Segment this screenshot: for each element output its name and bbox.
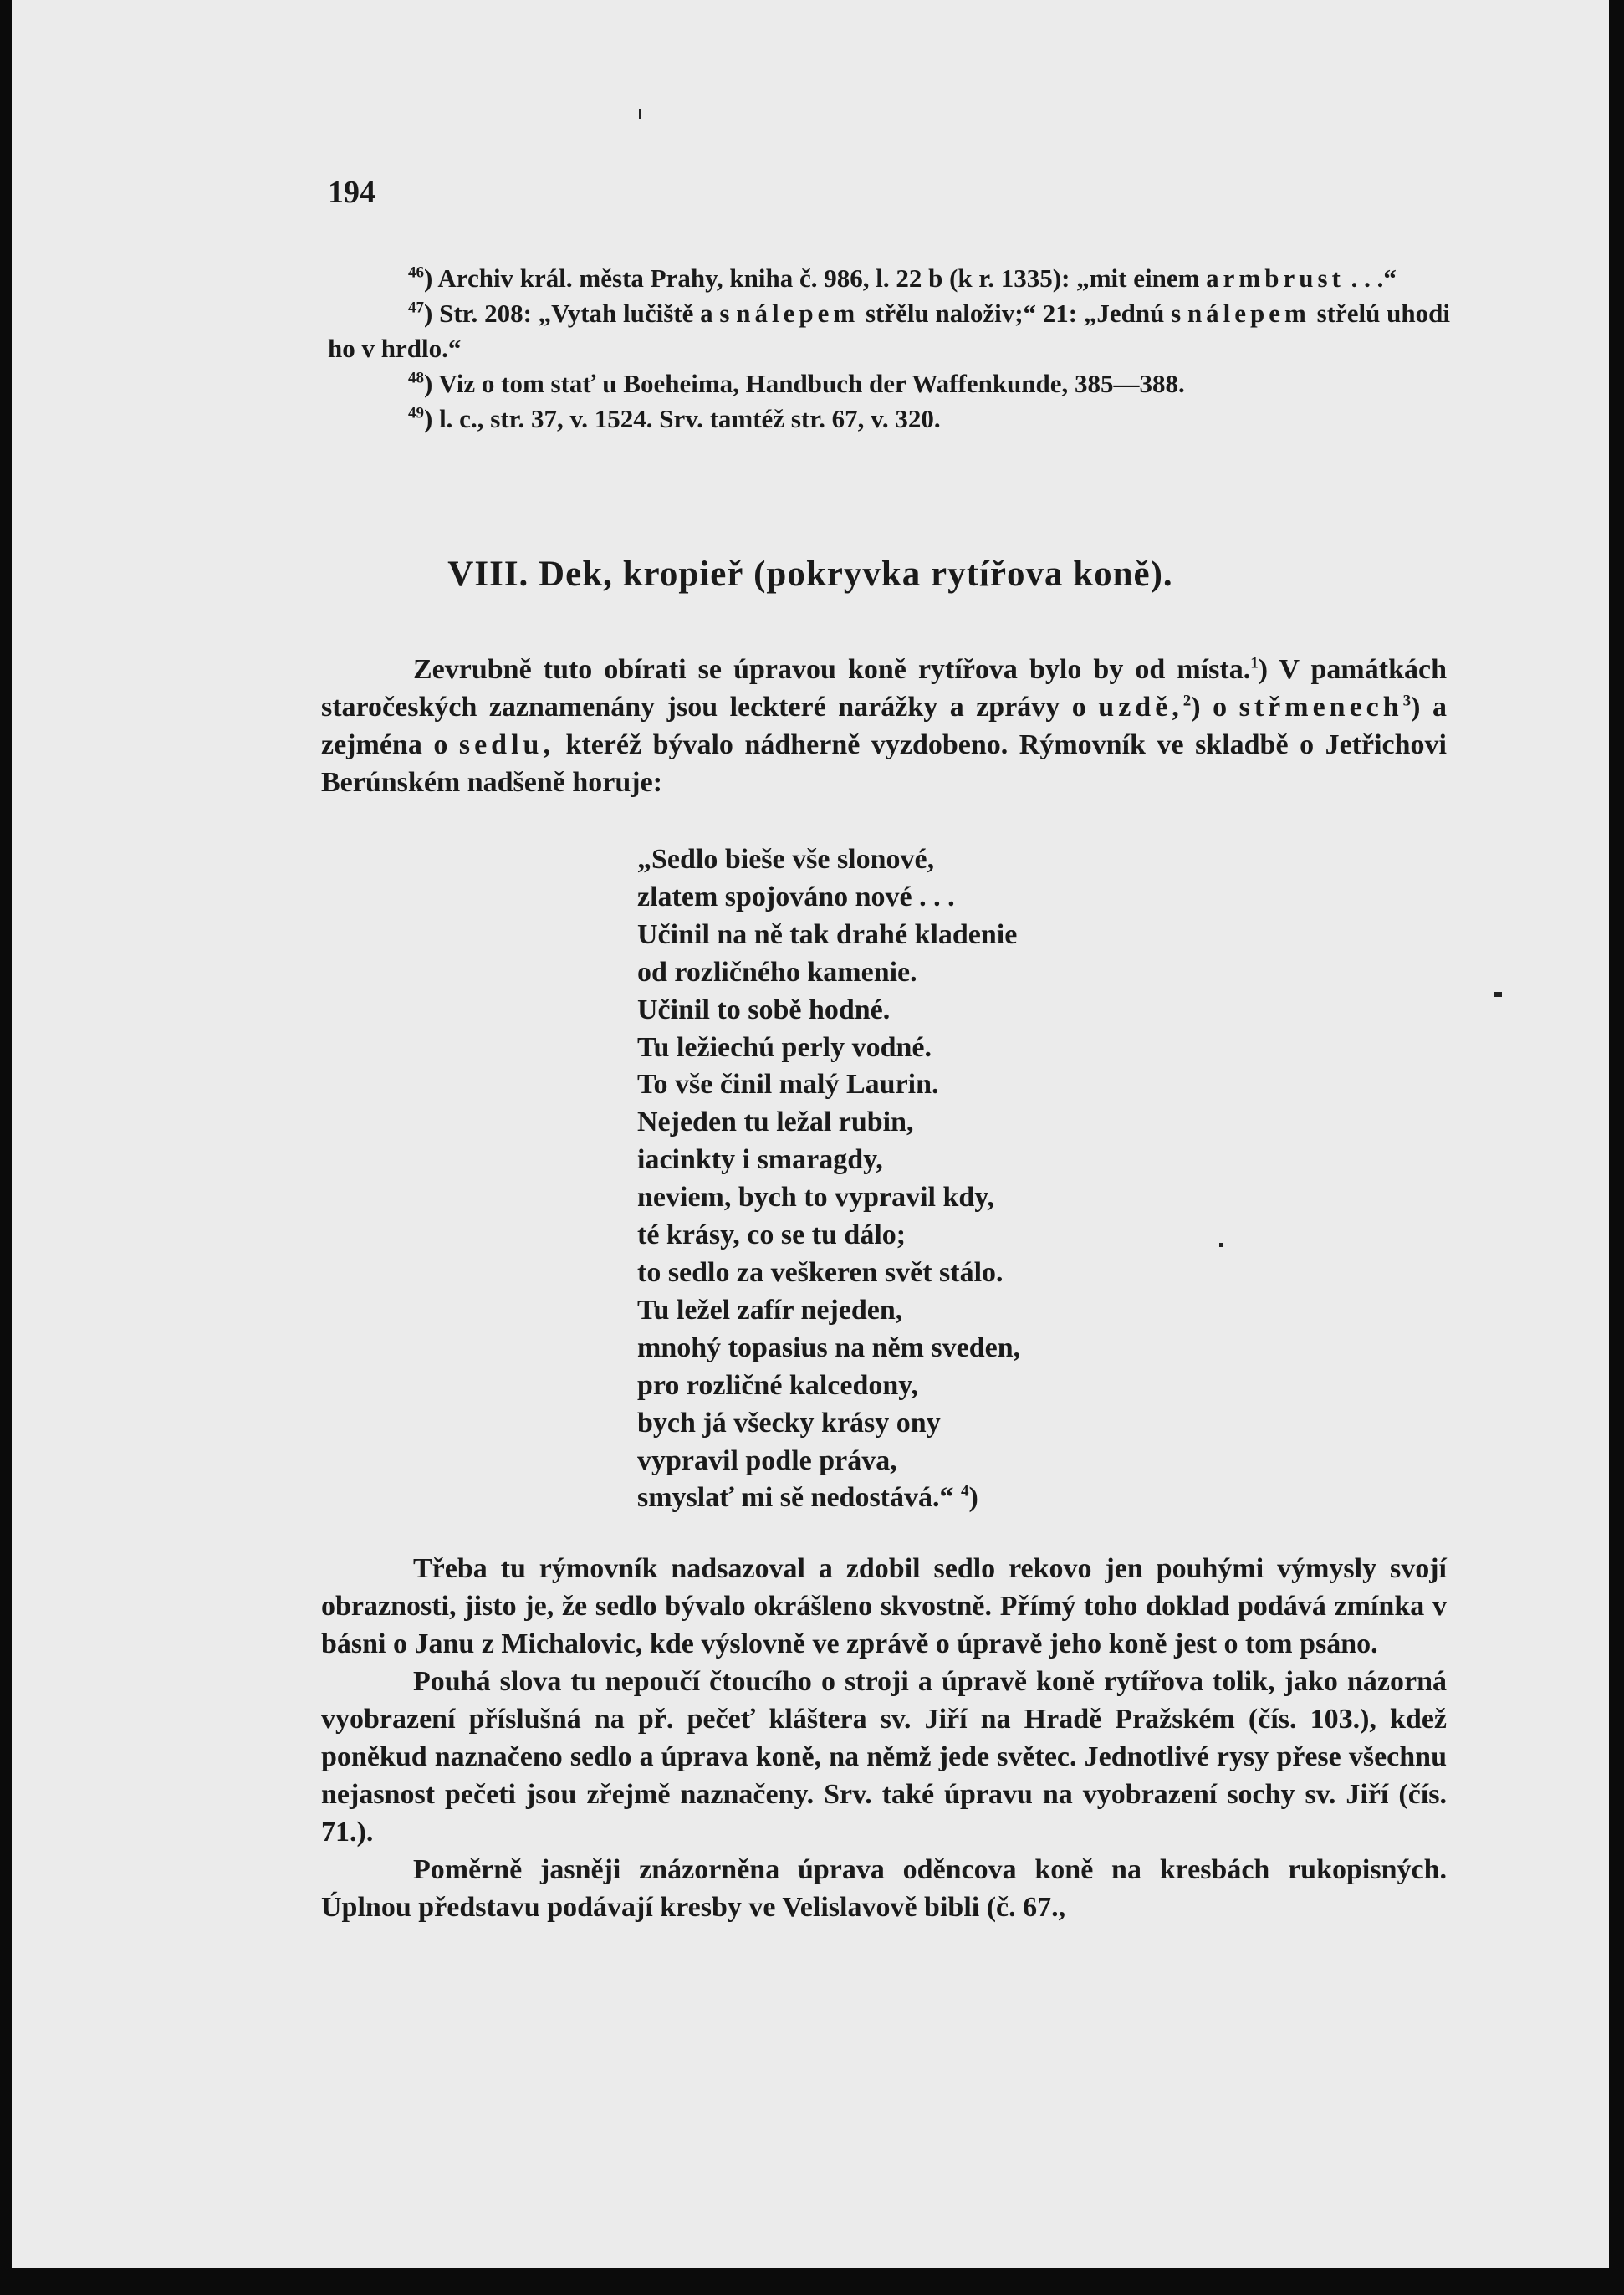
scan-speck [1219,1243,1223,1247]
poem-line: té krásy, co se tu dálo; [637,1219,906,1251]
poem-line: Nejeden tu ležal rubin, [637,1107,914,1138]
poem-line: od rozličného kamenie. [637,956,917,988]
intro-paragraph: Zevrubně tuto obírati se úpravou koně rytířova bylo by od místa.$^1$) V památkách staročeských zaznamenány jsou leckteré narážky a zprávy o uzdě,$^2$) o střmenech$^3$) a zejména o sedlu, kteréž bývalo nádherně vyzdobeno. Rýmovník ve skladbě o Jetřichovi Berúnském nadšeně horuje: [321,654,1447,798]
body-text [321,1550,1447,1926]
scan-speck [639,109,641,119]
poem-line: neviem, bych to vypravil kdy, [637,1182,994,1214]
page-number: 194 [328,175,375,210]
scan-speck [1494,992,1502,997]
poem-line: to sedlo za veškeren svět stálo. [637,1256,1004,1288]
paragraph: Třeba tu rýmovník nadsazoval a zdobil sedlo rekovo jen pouhými výmysly svojí obraznosti, jisto je, že sedlo bývalo okrášleno skvostně. Přímý toho doklad podává zmínka v básni o Janu z Michalovic, kde výslovně ve zprávě o úpravě jeho koně jest o tom psáno. [321,1553,1447,1659]
section-heading: VIII. Dek, kropieř (pokryvka rytířova koně). [447,555,1173,594]
footnote-46: $^{46}$) Archiv král. města Prahy, kniha č. 986, l. 22 b (k r. 1335): „mit einem armbrust . . .“ [408,263,1397,293]
poem-footnote-ref: 4 [961,1483,969,1501]
poem-line: zlatem spojováno nové . . . [637,881,955,912]
poem-line: Tu ležiechú perly vodné. [637,1031,932,1063]
poem-line: smyslať mi sě nedostává.“ $^4$) [637,1482,978,1514]
footnote-49: $^{49}$) l. c., str. 37, v. 1524. Srv. tamtéž str. 67, v. 320. [408,404,941,433]
poem-line: „Sedlo bieše vše slonové, [637,844,935,875]
poem-line: iacinkty i smaragdy, [637,1144,883,1176]
poem-quote [637,841,1020,1517]
paragraph: Pouhá slova tu nepoučí čtoucího o stroji a úpravě koně rytířova tolik, jako názorná vyobrazení příslušná na př. pečeť kláštera sv. Jiří na Hradě Pražském (čís. 103.), kdež poněkud naznačeno sedlo a úprava koně, na němž jede světec. Jednotlivé rysy přese všechnu nejasnost pečeti jsou zřejmě naznačeny. Srv. také úpravu na vyobrazení sochy sv. Jiří (čís. 71.). [321,1666,1447,1848]
footnotes [328,261,1450,437]
poem-line: Tu ležel zafír nejeden, [637,1294,903,1326]
poem-line: mnohý topasius na něm sveden, [637,1332,1021,1363]
poem-line: Učinil to sobě hodné. [637,994,891,1025]
book-page [12,0,1609,2268]
poem-line: To vše činil malý Laurin. [637,1069,939,1101]
footnote-47: $^{47}$) Str. 208: „Vytah lučiště a s nálepem střělu naloživ;“ 21: „Jednú s nálepem střelú uhodi ho v hrdlo.“ [328,299,1450,363]
poem-line: vypravil podle práva, [637,1444,897,1476]
footnote-48: $^{48}$) Viz o tom stať u Boeheima, Handbuch der Waffenkunde, 385—388. [408,369,1185,398]
paragraph: Poměrně jasněji znázorněna úprava oděncova koně na kresbách rukopisných. Úplnou představu podávají kresby ve Velislavově bibli (č. 67., [321,1854,1447,1923]
poem-line: pro rozličné kalcedony, [637,1369,918,1401]
poem-line: bych já všecky krásy ony [637,1407,941,1439]
poem-line: Učinil na ně tak drahé kladenie [637,918,1018,950]
